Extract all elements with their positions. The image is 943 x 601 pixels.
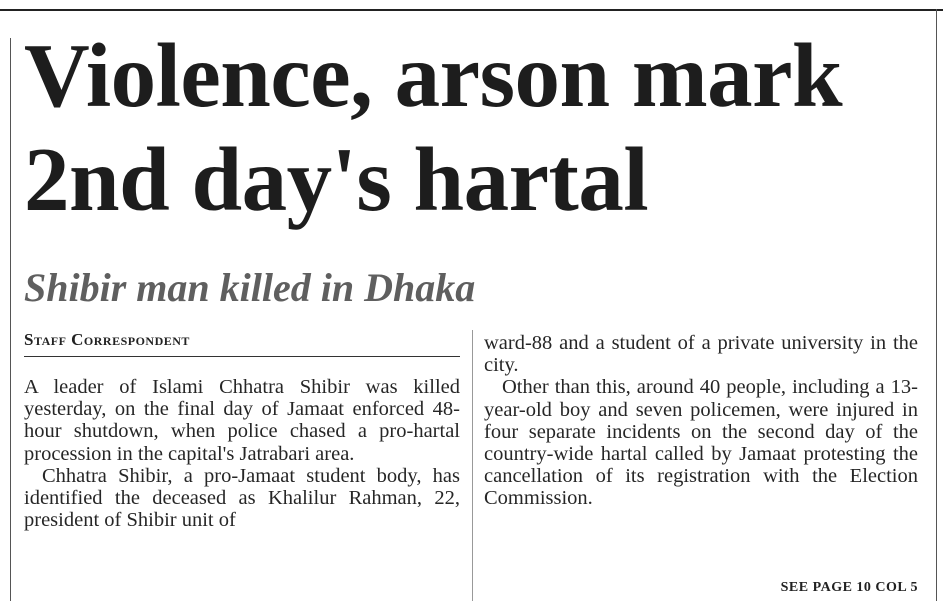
column-1-paragraph-1: A leader of Islami Chhatra Shibir was killed yesterday, on the final day of Jamaat enforced 48-hour shutdown, when police chased a pro-hartal procession in the capital's Jatrabari area. xyxy=(24,376,460,465)
headline: Violence, arson mark 2nd day's hartal xyxy=(24,25,843,230)
top-border-rule xyxy=(0,9,943,11)
column-2-paragraph-1: ward-88 and a student of a private university in the city. xyxy=(484,332,918,377)
byline: Staff Correspondent xyxy=(24,329,460,357)
column-1-paragraph-2: Chhatra Shibir, a pro-Jamaat student body, has identified the deceased as Khalilur Rahman, 22, president of Shibir unit of xyxy=(24,464,460,532)
article-column-1 xyxy=(24,376,460,531)
article-column-2 xyxy=(484,332,918,510)
subheadline: Shibir man killed in Dhaka xyxy=(24,265,476,310)
left-column-rule xyxy=(10,38,11,601)
continuation-jump-line[interactable]: SEE PAGE 10 COL 5 xyxy=(780,580,918,595)
right-column-rule xyxy=(936,9,937,601)
column-2-paragraph-2: Other than this, around 40 people, including a 13-year-old boy and seven policemen, were injured in four separate incidents on the second day of the country-wide hartal called by Jamaat protesting the cancellation of its registration with the Election Commission. xyxy=(484,376,918,510)
column-divider xyxy=(472,330,473,601)
